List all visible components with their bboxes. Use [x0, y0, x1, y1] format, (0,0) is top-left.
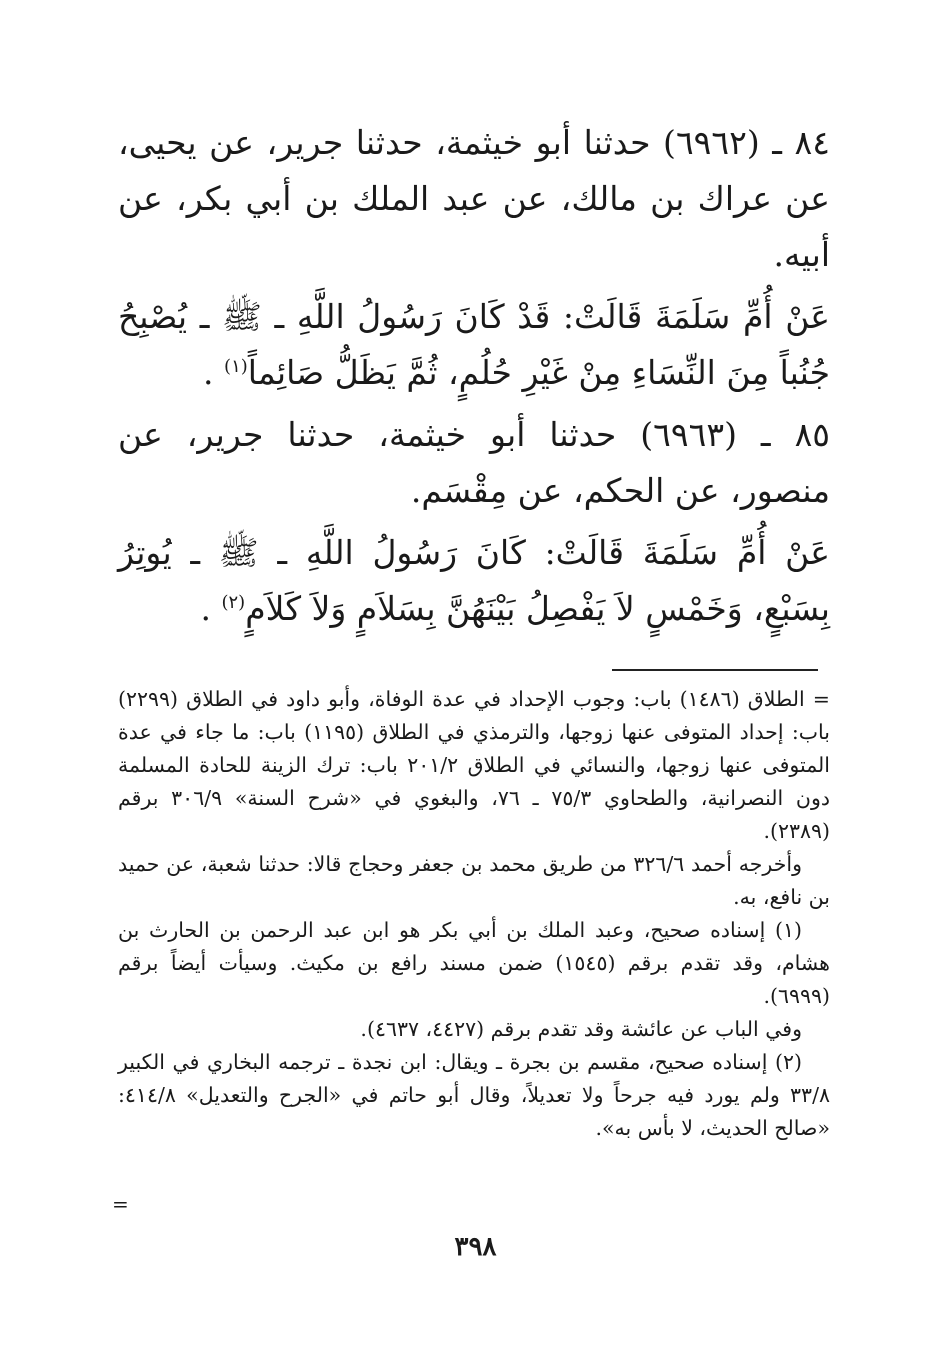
footnote-continuation: = الطلاق (١٤٨٦) باب: وجوب الإحداد في عدة الوفاة، وأبو داود في الطلاق (٢٢٩٩) باب: إحداد المتوفى عنها زوجها، والترمذي في الطلاق (١١٩٥) باب: ما جاء في عدة المتوفى عنها زوجها، والنسائي في الطلاق ٢٠١/٢ باب: ترك الزينة للحادة المسلمة دون النصرانية، والطحاوي ٧٥/٣ ـ ٧٦، والبغوي في «شرح السنة» ٣٠٦/٩ برقم (٢٣٨٩).	[118, 687, 831, 843]
hadith-85-matn-text: عَنْ أُمِّ سَلَمَةَ قَالَتْ: كَانَ رَسُولُ اللَّهِ ـ ﷺ ـ يُوتِرُ بِسَبْعٍ، وَخَمْسٍ لاَ يَفْصِلُ بَيْنَهُنَّ بِسَلاَمٍ وَلاَ كَلاَمٍ	[118, 533, 830, 628]
hadith-85-isnad	[118, 407, 830, 519]
main-text	[118, 115, 830, 643]
footnote-separator	[612, 669, 818, 671]
footnote-ref-1[interactable]: (١)	[224, 356, 248, 377]
hadith-85-isnad-text: ٨٥ ـ (٦٩٦٣) حدثنا أبو خيثمة، حدثنا جرير، عن منصور، عن الحكم، عن مِقْسَم.	[118, 415, 831, 510]
hadith-84-matn-text: عَنْ أُمِّ سَلَمَةَ قَالَتْ: قَدْ كَانَ رَسُولُ اللَّهِ ـ ﷺ ـ يُصْبِحُ جُنُباً مِنَ النِّسَاءِ مِنْ غَيْرِ حُلُمٍ، ثُمَّ يَظَلُّ صَائِماً	[118, 297, 831, 392]
continuation-mark: =	[112, 1192, 129, 1216]
footnote-2: (٢) إسناده صحيح، مقسم بن بجرة ـ ويقال: ابن نجدة ـ ترجمه البخاري في الكبير ٣٣/٨ ولم يورد فيه جرحاً ولا تعديلاً، وقال أبو حاتم في «الجرح والتعديل» ٤١٤/٨: «صالح الحديث، لا بأس به».	[118, 1050, 830, 1140]
footnote-ref-2[interactable]: (٢)	[221, 592, 246, 613]
hadith-85-matn: عَنْ أُمِّ سَلَمَةَ قَالَتْ: كَانَ رَسُولُ اللَّهِ ـ ﷺ ـ يُوتِرُ بِسَبْعٍ، وَخَمْسٍ لاَ يَفْصِلُ بَيْنَهُنَّ بِسَلاَمٍ وَلاَ كَلاَمٍ$^{(٢)}$ .	[118, 533, 830, 628]
footnote-1-extra: وفي الباب عن عائشة وقد تقدم برقم (٤٤٢٧، ٤٦٣٧).	[360, 1017, 802, 1041]
hadith-84-isnad	[118, 115, 830, 283]
hadith-84-matn: عَنْ أُمِّ سَلَمَةَ قَالَتْ: قَدْ كَانَ رَسُولُ اللَّهِ ـ ﷺ ـ يُصْبِحُ جُنُباً مِنَ النِّسَاءِ مِنْ غَيْرِ حُلُمٍ، ثُمَّ يَظَلُّ صَائِماً$^{(١)}$ .	[118, 297, 831, 392]
footnote-continuation-2: وأخرجه أحمد ٣٢٦/٦ من طريق محمد بن جعفر وحجاج قالا: حدثنا شعبة، عن حميد بن نافع، به.	[118, 852, 830, 909]
page-number: ٣٩٨	[454, 1232, 497, 1262]
footnote-1: (١) إسناده صحيح، وعبد الملك بن أبي بكر هو ابن عبد الرحمن بن الحارث بن هشام، وقد تقدم برقم (١٥٤٥) ضمن مسند رافع بن مكيث. وسيأت أيضاً برقم (٦٩٩٩).	[118, 918, 830, 1008]
footnotes	[118, 683, 830, 1145]
hadith-84-isnad-text: ٨٤ ـ (٦٩٦٢) حدثنا أبو خيثمة، حدثنا جرير، عن يحيى، عن عراك بن مالك، عن عبد الملك بن أبي بكر، عن أبيه.	[118, 123, 830, 274]
